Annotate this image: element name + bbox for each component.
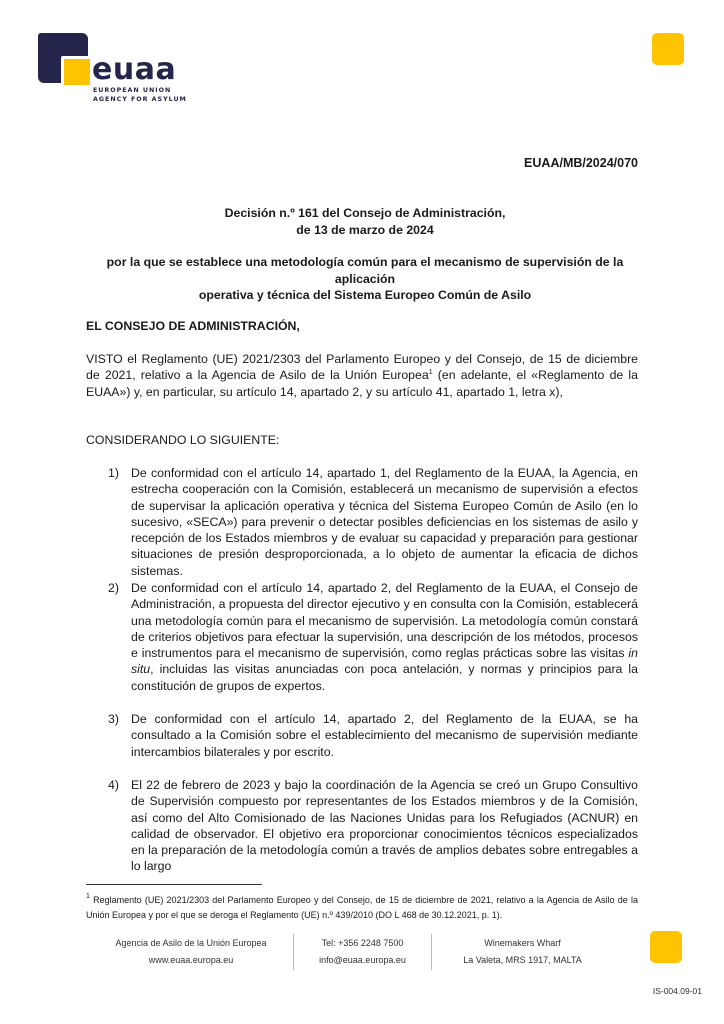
recital-number: 1) <box>108 466 119 480</box>
logo-wordmark: euaa <box>92 52 177 87</box>
footnote-text: Reglamento (UE) 2021/2303 del Parlamento Europeo y del Consejo, de 15 de diciembre de 2021, relativo a la Agencia de Asilo de la Unión Europea y por el que se deroga el Reglamento (UE) n.º 439/2010 (DO L 468 de 30.12.2021, p. 1). <box>86 895 638 920</box>
considering-heading: CONSIDERANDO LO SIGUIENTE: <box>86 433 280 447</box>
euaa-logo <box>38 33 188 108</box>
logo-subtitle-line2: AGENCY FOR ASYLUM <box>93 96 187 103</box>
footer-agency-name: Agencia de Asilo de la Unión Europea <box>115 938 267 948</box>
footer-divider <box>293 934 294 970</box>
corner-yellow-square-bottom <box>650 931 682 963</box>
recital-number: 3) <box>108 712 119 726</box>
decision-title-line2: de 13 de marzo de 2024 <box>296 222 434 237</box>
footnote <box>86 893 638 923</box>
corner-yellow-square-top <box>652 33 684 65</box>
footer-address <box>440 935 605 969</box>
visto-text-continued: (en adelante, el «Reglamento de la EUAA») y, en particular, su artículo 14, apartado 2, y su artículo 41, apartado 1, letra x), <box>86 368 638 399</box>
visto-text: VISTO el Reglamento (UE) 2021/2303 del Parlamento Europeo y del Consejo, de 15 de diciembre de 2021, relativo a la Agencia de Asilo de la Unión Europea <box>86 352 638 383</box>
footer-contact <box>295 935 430 969</box>
footer-phone: Tel: +356 2248 7500 <box>321 938 404 948</box>
logo-subtitle-line1: EUROPEAN UNION <box>93 87 172 94</box>
recital-number: 2) <box>108 581 119 595</box>
document-code: IS-004.09-01 <box>652 986 702 996</box>
footer-divider <box>431 934 432 970</box>
recital-text: El 22 de febrero de 2023 y bajo la coordinación de la Agencia se creó un Grupo Consultivo de Supervisión compuesto por representantes de los Estados miembros y de la Comisión, así como del Alto Comisionado de las Naciones Unidas para los Refugiados (ACNUR) en calidad de observador. El objetivo era proporcionar conocimientos técnicos especializados en la preparación de la metodología común a través de amplios debates sobre entregables a lo largo <box>131 778 638 874</box>
recital-text <box>131 580 638 694</box>
footer-email-link[interactable]: info@euaa.europa.eu <box>319 955 406 965</box>
footer-agency <box>96 935 286 969</box>
footer-address-line2: La Valeta, MRS 1917, MALTA <box>463 955 582 965</box>
footer-address-line1: Winemakers Wharf <box>484 938 561 948</box>
recital-text-part: , incluidas las visitas anunciadas con poca antelación, y normas y principios para la constitución de grupos de expertos. <box>131 662 638 693</box>
footnote-reference[interactable]: 1 <box>428 369 433 377</box>
logo-mark-yellow-square <box>61 56 93 88</box>
recital-text: De conformidad con el artículo 14, apartado 2, del Reglamento de la EUAA, se ha consultado a la Comisión sobre el establecimiento del mecanismo de supervisión mediante intercambios bilaterales y por escrito. <box>131 712 638 759</box>
recital-text-part: De conformidad con el artículo 14, apartado 2, del Reglamento de la EUAA, el Consejo de Administración, a propuesta del director ejecutivo y en consulta con la Comisión, establecerá una metodología común para el mecanismo de supervisión. La metodología común constará de criterios objetivos para efectuar la supervisión, una descripción de los métodos, procesos e instrumentos para el mecanismo de supervisión, como reglas prácticas sobre las visitas <box>131 581 638 661</box>
decision-subtitle-line2: operativa y técnica del Sistema Europeo Común de Asilo <box>198 288 532 302</box>
footnote-divider <box>86 884 262 885</box>
recital-italic-term: in situ <box>131 646 638 677</box>
decision-subtitle <box>80 254 650 304</box>
footer-website-link[interactable]: www.euaa.europa.eu <box>148 955 234 965</box>
visto-paragraph <box>86 351 638 400</box>
recital-text: De conformidad con el artículo 14, apartado 1, del Reglamento de la EUAA, la Agencia, en estrecha cooperación con la Comisión, establecerá un mecanismo de supervisión a efectos de supervisar la aplicación operativa y técnica del Sistema Europeo Común de Asilo (en lo sucesivo, «SECA») para prevenir o detectar posibles deficiencias en los sistemas de asilo y recepción de los Estados miembros y de evaluar su capacidad y preparación para gestionar situaciones de presión desproporcionada, a lo objeto de aumentar la eficacia de dichos sistemas. <box>131 466 638 578</box>
footnote-number: 1 <box>86 893 90 900</box>
decision-title <box>80 205 650 238</box>
recital-number: 4) <box>108 778 119 792</box>
document-reference: EUAA/MB/2024/070 <box>524 156 638 170</box>
decision-title-line1: Decisión n.º 161 del Consejo de Administración, <box>224 206 506 220</box>
council-heading: EL CONSEJO DE ADMINISTRACIÓN, <box>86 319 300 333</box>
decision-subtitle-line1: por la que se establece una metodología común para el mecanismo de supervisión de la aplicación <box>106 255 624 286</box>
